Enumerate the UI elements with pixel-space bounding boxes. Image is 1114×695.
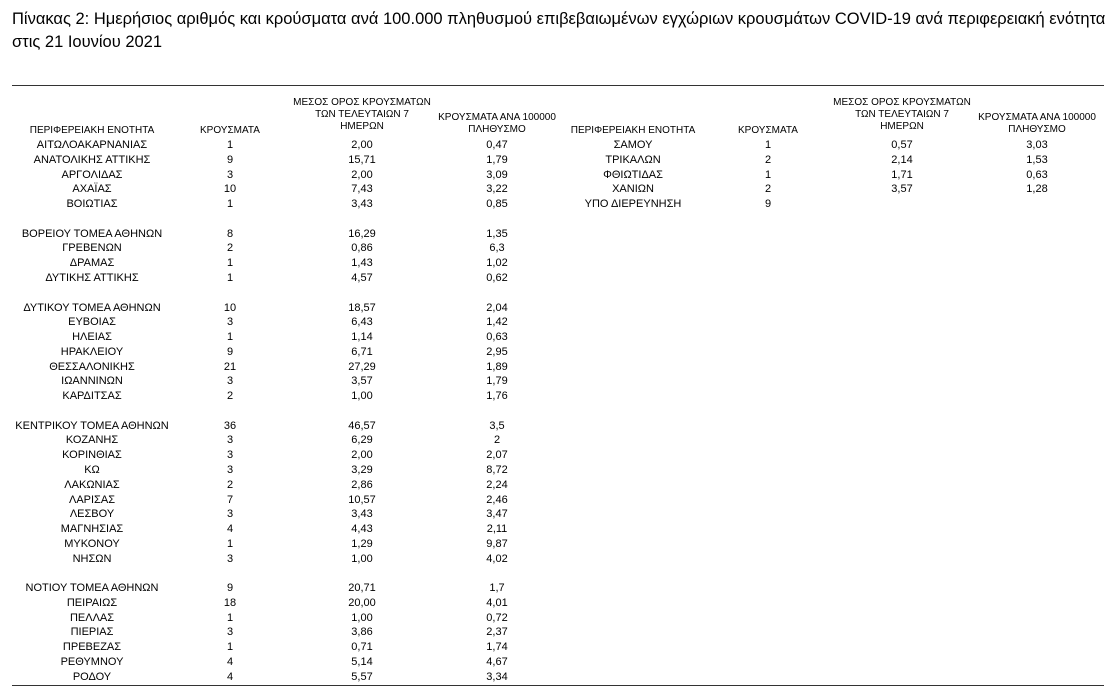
- cell-region: ΗΡΑΚΛΕΙΟΥ: [60, 345, 124, 358]
- cell-avg: 10,57: [348, 493, 376, 506]
- cell-cases: 1: [226, 331, 234, 343]
- cell-cases: 1: [226, 611, 234, 624]
- cell-per100k: 4,67: [486, 655, 508, 668]
- cell-region: ΒΟΡΕΙΟΥ ΤΟΜΕΑ ΑΘΗΝΩΝ: [21, 227, 163, 240]
- header-avg-right: ΜΕΣΟΣ ΟΡΟΣ ΚΡΟΥΣΜΑΤΩΝ ΤΩΝ ΤΕΛΕΥΤΑΙΩΝ 7 ΗΜΕΡΩΝ: [833, 97, 971, 132]
- cell-per100k: 0,72: [486, 611, 508, 624]
- cell-region: ΓΡΕΒΕΝΩΝ: [62, 242, 122, 255]
- cell-cases: 2: [226, 390, 234, 403]
- cell-avg: 0,86: [351, 242, 373, 255]
- cell-avg: 1,14: [351, 331, 373, 343]
- cell-cases: 9: [226, 153, 234, 166]
- cell-region: ΜΥΚΟΝΟΥ: [64, 537, 120, 550]
- cell-per100k: 1,74: [486, 641, 508, 654]
- cell-per100k: 1,7: [489, 582, 505, 595]
- cell-avg: 4,43: [351, 523, 373, 535]
- cell-region: ΡΕΘΥΜΝΟΥ: [60, 655, 124, 668]
- cell-cases: 1: [226, 198, 234, 211]
- table-caption: Πίνακας 2: Ημερήσιος αριθμός και κρούσματα ανά 100.000 πληθυσμού επιβεβαιωμένων εγχώριων κρουσμάτων COVID-19 ανά περιφερειακή ενότητα στις 21 Ιουνίου 2021: [12, 10, 1106, 51]
- cell-per100k: 2,37: [486, 626, 508, 639]
- header-per100k-left: ΚΡΟΥΣΜΑΤΑ ΑΝΑ 100000 ΠΛΗΘΥΣΜΟ: [438, 112, 556, 135]
- top-rule: [12, 85, 1104, 86]
- cell-cases: 3: [226, 434, 234, 447]
- cell-avg: 3,86: [351, 626, 373, 639]
- cell-region: ΛΑΚΩΝΙΑΣ: [64, 478, 120, 491]
- cell-cases: 4: [226, 655, 234, 668]
- cell-avg: 1,71: [891, 168, 913, 181]
- cell-cases: 10: [223, 183, 237, 196]
- cell-avg: 5,14: [351, 655, 373, 668]
- cell-avg: 0,71: [351, 641, 373, 654]
- cell-region: ΚΕΝΤΡΙΚΟΥ ΤΟΜΕΑ ΑΘΗΝΩΝ: [15, 419, 169, 432]
- cell-per100k: 9,87: [486, 537, 508, 550]
- cell-per100k: 0,63: [486, 331, 508, 343]
- cell-avg: 2,00: [351, 168, 373, 181]
- cell-cases: 2: [226, 242, 234, 255]
- header-avg-left: ΜΕΣΟΣ ΟΡΟΣ ΚΡΟΥΣΜΑΤΩΝ ΤΩΝ ΤΕΛΕΥΤΑΙΩΝ 7 ΗΜΕΡΩΝ: [293, 97, 431, 132]
- cell-avg: 2,14: [891, 153, 913, 166]
- cell-avg: 3,43: [351, 198, 373, 211]
- cell-region: ΔΡΑΜΑΣ: [69, 257, 115, 270]
- cell-region: ΠΡΕΒΕΖΑΣ: [62, 641, 122, 654]
- cell-cases: 3: [226, 552, 234, 565]
- cell-avg: 16,29: [348, 227, 376, 240]
- cell-avg: 15,71: [348, 153, 376, 166]
- cell-per100k: 0,63: [1026, 168, 1048, 181]
- cell-region: ΔΥΤΙΚΗΣ ΑΤΤΙΚΗΣ: [45, 271, 139, 284]
- cell-per100k: 3,22: [486, 183, 508, 196]
- cell-per100k: 1,89: [486, 360, 508, 373]
- cell-cases: 1: [226, 537, 234, 550]
- cell-cases: 3: [226, 316, 234, 329]
- cell-cases: 10: [223, 301, 237, 314]
- cell-cases: 1: [226, 641, 234, 654]
- cell-cases: 3: [226, 508, 234, 521]
- cell-cases: 1: [764, 139, 772, 151]
- cell-avg: 18,57: [348, 301, 376, 314]
- cell-cases: 3: [226, 463, 234, 476]
- cell-cases: 4: [226, 670, 234, 683]
- cell-avg: 3,29: [351, 463, 373, 476]
- cell-region: ΜΑΓΝΗΣΙΑΣ: [60, 523, 124, 535]
- cell-per100k: 2,24: [486, 478, 508, 491]
- cell-cases: 4: [226, 523, 234, 535]
- cell-cases: 2: [764, 183, 772, 196]
- cell-region: ΔΥΤΙΚΟΥ ΤΟΜΕΑ ΑΘΗΝΩΝ: [23, 301, 161, 314]
- cell-cases: 2: [764, 153, 772, 166]
- cell-region: ΥΠΟ ΔΙΕΡΕΥΝΗΣΗ: [584, 198, 682, 211]
- cell-cases: 18: [223, 596, 237, 609]
- cell-avg: 1,43: [351, 257, 373, 270]
- cell-avg: 4,57: [351, 271, 373, 284]
- cell-region: ΚΟΖΑΝΗΣ: [65, 434, 119, 447]
- cell-per100k: 1,79: [486, 153, 508, 166]
- cell-region: ΤΡΙΚΑΛΩΝ: [605, 153, 661, 166]
- cell-region: ΝΟΤΙΟΥ ΤΟΜΕΑ ΑΘΗΝΩΝ: [25, 582, 159, 595]
- cell-cases: 9: [764, 198, 772, 211]
- cell-cases: 1: [226, 257, 234, 270]
- cell-region: ΗΛΕΙΑΣ: [72, 331, 112, 343]
- cell-cases: 1: [764, 168, 772, 181]
- cell-avg: 3,43: [351, 508, 373, 521]
- cell-region: ΑΡΓΟΛΙΔΑΣ: [61, 168, 123, 181]
- cell-region: ΝΗΣΩΝ: [72, 552, 112, 565]
- cell-region: ΠΕΙΡΑΙΩΣ: [66, 596, 118, 609]
- cell-region: ΦΘΙΩΤΙΔΑΣ: [603, 168, 663, 181]
- cell-per100k: 1,28: [1026, 183, 1048, 196]
- cell-avg: 20,71: [348, 582, 376, 595]
- cell-avg: 6,29: [351, 434, 373, 447]
- cell-region: ΧΑΝΙΩΝ: [612, 183, 654, 196]
- header-per100k-right: ΚΡΟΥΣΜΑΤΑ ΑΝΑ 100000 ΠΛΗΘΥΣΜΟ: [978, 112, 1096, 135]
- cell-avg: 6,43: [351, 316, 373, 329]
- cell-per100k: 6,3: [489, 242, 505, 255]
- cell-avg: 2,00: [351, 139, 373, 151]
- cell-per100k: 1,35: [486, 227, 508, 240]
- header-region-left: ΠΕΡΙΦΕΡΕΙΑΚΗ ΕΝΟΤΗΤΑ: [29, 125, 155, 136]
- cell-per100k: 2,46: [486, 493, 508, 506]
- cell-region: ΑΧΑΪΑΣ: [72, 183, 112, 196]
- header-cases-right: ΚΡΟΥΣΜΑΤΑ: [738, 125, 798, 136]
- cell-avg: 1,29: [351, 537, 373, 550]
- cell-cases: 3: [226, 626, 234, 639]
- cell-cases: 21: [223, 360, 237, 373]
- cell-per100k: 3,5: [489, 419, 505, 432]
- cell-avg: 1,00: [351, 611, 373, 624]
- cell-region: ΛΑΡΙΣΑΣ: [68, 493, 115, 506]
- cell-region: ΑΝΑΤΟΛΙΚΗΣ ΑΤΤΙΚΗΣ: [33, 153, 151, 166]
- cell-region: ΡΟΔΟΥ: [72, 670, 112, 683]
- cell-region: ΚΩ: [84, 463, 100, 476]
- cell-cases: 3: [226, 168, 234, 181]
- cell-per100k: 1,76: [486, 390, 508, 403]
- cell-per100k: 4,02: [486, 552, 508, 565]
- cell-avg: 2,86: [351, 478, 373, 491]
- cell-region: ΛΕΣΒΟΥ: [69, 508, 115, 521]
- cell-region: ΠΙΕΡΙΑΣ: [70, 626, 114, 639]
- cell-cases: 1: [226, 139, 234, 151]
- cell-cases: 9: [226, 345, 234, 358]
- cell-avg: 5,57: [351, 670, 373, 683]
- cell-per100k: 3,03: [1026, 139, 1048, 151]
- cell-per100k: 3,34: [486, 670, 508, 683]
- cell-cases: 8: [226, 227, 234, 240]
- cell-avg: 2,00: [351, 449, 373, 462]
- cell-region: ΚΑΡΔΙΤΣΑΣ: [62, 390, 122, 403]
- cell-cases: 36: [223, 419, 237, 432]
- cell-avg: 6,71: [351, 345, 373, 358]
- cell-cases: 9: [226, 582, 234, 595]
- cell-per100k: 4,01: [486, 596, 508, 609]
- cell-per100k: 3,47: [486, 508, 508, 521]
- cell-per100k: 8,72: [486, 463, 508, 476]
- cell-cases: 7: [226, 493, 234, 506]
- cell-avg: 27,29: [348, 360, 376, 373]
- cell-per100k: 2,11: [486, 523, 508, 535]
- header-region-right: ΠΕΡΙΦΕΡΕΙΑΚΗ ΕΝΟΤΗΤΑ: [570, 125, 696, 136]
- header-cases-left: ΚΡΟΥΣΜΑΤΑ: [200, 125, 260, 136]
- cell-cases: 3: [226, 449, 234, 462]
- cell-avg: 7,43: [351, 183, 373, 196]
- cell-region: ΙΩΑΝΝΙΝΩΝ: [61, 375, 123, 388]
- cell-per100k: 3,09: [486, 168, 508, 181]
- cell-avg: 1,00: [351, 552, 373, 565]
- cell-per100k: 1,79: [486, 375, 508, 388]
- cell-avg: 1,00: [351, 390, 373, 403]
- cell-region: ΠΕΛΛΑΣ: [69, 611, 115, 624]
- cell-per100k: 2,95: [486, 345, 508, 358]
- cell-region: ΕΥΒΟΙΑΣ: [68, 316, 116, 329]
- cell-region: ΒΟΙΩΤΙΑΣ: [66, 198, 118, 211]
- cell-avg: 0,57: [891, 139, 913, 151]
- cell-per100k: 0,62: [486, 271, 508, 284]
- cell-per100k: 2,04: [486, 301, 508, 314]
- cell-per100k: 0,85: [486, 198, 508, 211]
- cell-per100k: 2,07: [486, 449, 508, 462]
- bottom-rule: [12, 685, 1104, 686]
- cell-cases: 3: [226, 375, 234, 388]
- cell-per100k: 0,47: [486, 139, 508, 151]
- cell-per100k: 1,02: [486, 257, 508, 270]
- cell-cases: 2: [226, 478, 234, 491]
- cell-region: ΣΑΜΟΥ: [613, 139, 653, 151]
- cell-per100k: 1,53: [1026, 153, 1048, 166]
- cell-region: ΚΟΡΙΝΘΙΑΣ: [62, 449, 122, 462]
- cell-per100k: 1,42: [486, 316, 508, 329]
- cell-region: ΑΙΤΩΛΟΑΚΑΡΝΑΝΙΑΣ: [36, 139, 148, 151]
- cell-avg: 20,00: [348, 596, 376, 609]
- cell-avg: 3,57: [891, 183, 913, 196]
- cell-avg: 46,57: [348, 419, 376, 432]
- cell-region: ΘΕΣΣΑΛΟΝΙΚΗΣ: [49, 360, 135, 373]
- cell-per100k: 2: [493, 434, 501, 447]
- cell-cases: 1: [226, 271, 234, 284]
- cell-avg: 3,57: [351, 375, 373, 388]
